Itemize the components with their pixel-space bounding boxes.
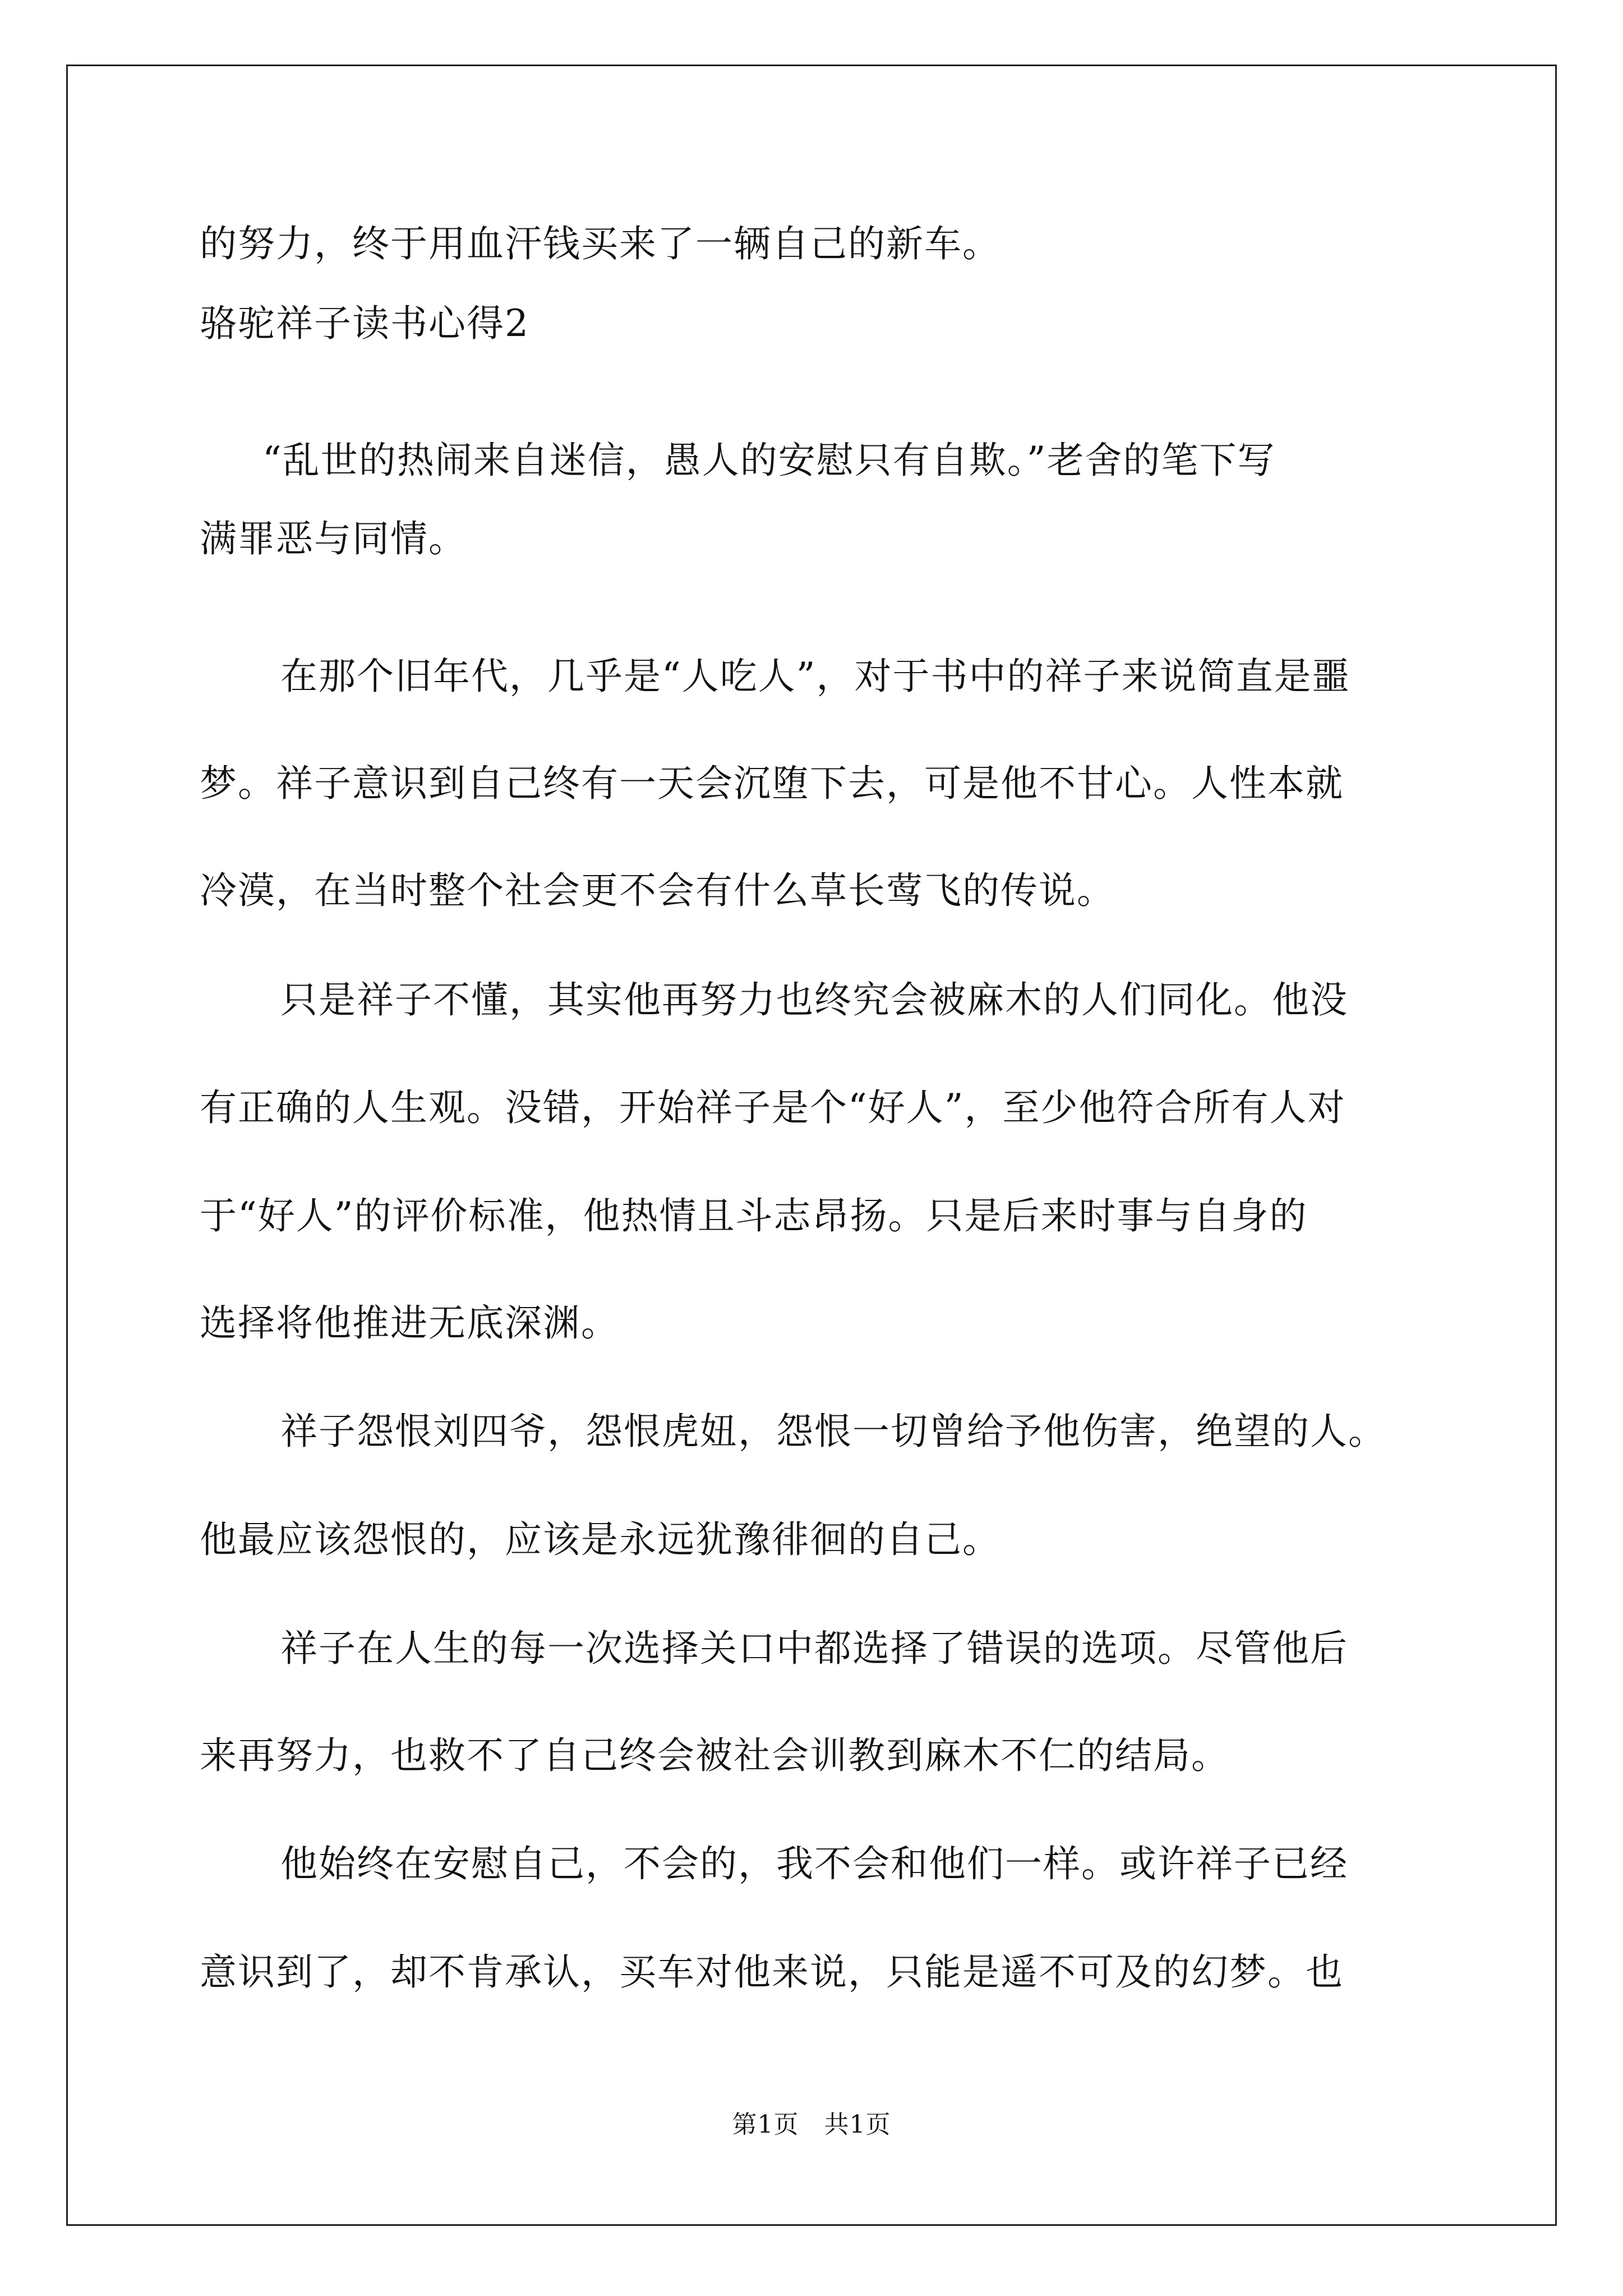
text-line: 意识到了，却不肯承认，买车对他来说，只能是遥不可及的幻梦。也	[200, 1950, 1344, 1994]
text-line: 梦。祥子意识到自己终有一天会沉堕下去，可是他不甘心。人性本就	[200, 762, 1344, 805]
text-line: 只是祥子不懂，其实他再努力也终究会被麻木的人们同化。他没	[280, 978, 1348, 1022]
text-line: 祥子在人生的每一次选择关口中都选择了错误的选项。尽管他后	[280, 1627, 1348, 1670]
text-line: “乱世的热闹来自迷信，愚人的安慰只有自欺。”老舍的笔下写	[262, 439, 1276, 482]
text-line: 选择将他推进无底深渊。	[200, 1301, 619, 1345]
text-line: 在那个旧年代，几乎是“人吃人”，对于书中的祥子来说简直是噩	[280, 655, 1350, 698]
text-line: 的努力，终于用血汗钱买来了一辆自己的新车。	[200, 222, 1000, 265]
text-line: 他最应该怨恨的，应该是永远犹豫徘徊的自己。	[200, 1518, 1000, 1561]
page-number-footer: 第1页 共1页	[732, 2110, 891, 2139]
text-line: 来再努力，也救不了自己终会被社会训教到麻木不仁的结局。	[200, 1734, 1229, 1777]
text-line: 满罪恶与同情。	[200, 517, 467, 560]
text-line: 于“好人”的评价标准，他热情且斗志昂扬。只是后来时事与自身的	[200, 1194, 1308, 1237]
section-heading: 骆驼祥子读书心得2	[200, 302, 529, 345]
text-line: 有正确的人生观。没错，开始祥子是个“好人”，至少他符合所有人对	[200, 1086, 1346, 1129]
text-line: 祥子怨恨刘四爷，怨恨虎妞，怨恨一切曾给予他伤害，绝望的人。	[280, 1410, 1386, 1453]
text-line: 冷漠，在当时整个社会更不会有什么草长莺飞的传说。	[200, 869, 1115, 912]
page-border	[66, 65, 1557, 2226]
text-line: 他始终在安慰自己，不会的，我不会和他们一样。或许祥子已经	[280, 1842, 1348, 1885]
